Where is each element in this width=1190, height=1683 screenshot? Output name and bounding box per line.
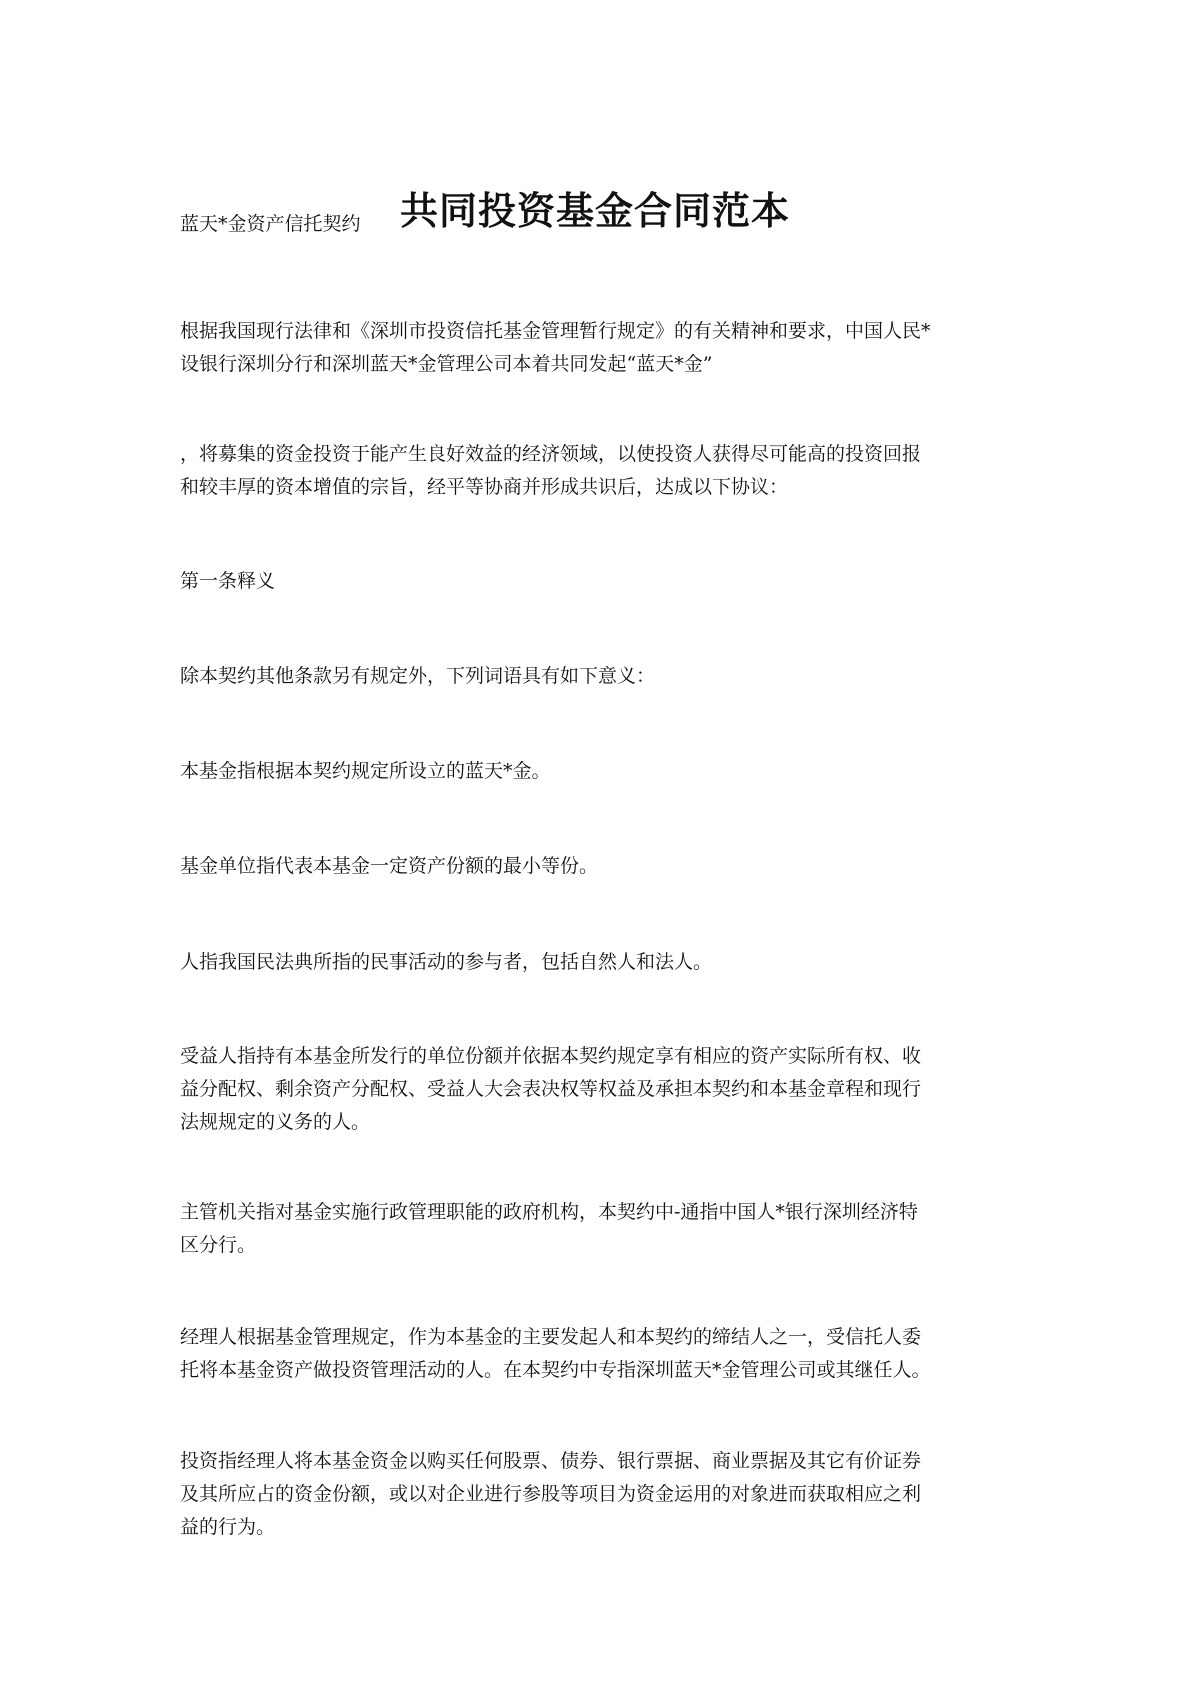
text-line: 益的行为。 <box>180 1516 276 1538</box>
contract-subtitle <box>180 208 1020 241</box>
purpose-paragraph <box>180 438 1020 504</box>
text-line: 除本契约其他条款另有规定外，下列词语具有如下意义： <box>180 665 656 687</box>
text-line: 蓝天*金资产信托契约 <box>180 213 361 235</box>
text-line: ，将募集的资金投资于能产生良好效益的经济领域，以使投资人获得尽可能高的投资回报 <box>180 443 922 465</box>
text-line: 基金单位指代表本基金一定资产份额的最小等份。 <box>180 855 599 877</box>
text-line: 托将本基金资产做投资管理活动的人。在本契约中专指深圳蓝天*金管理公司或其继任人。 <box>180 1359 931 1381</box>
text-line: 及其所应占的资金份额，或以对企业进行参股等项目为资金运用的对象进而获取相应之利 <box>180 1483 922 1505</box>
text-line: 人指我国民法典所指的民事活动的参与者，包括自然人和法人。 <box>180 951 713 973</box>
document-title: 共同投资基金合同范本 <box>399 188 790 234</box>
text-line: 根据我国现行法律和《深圳市投资信托基金管理暂行规定》的有关精神和要求，中国人民* <box>180 320 931 342</box>
definition-beneficiary <box>180 1040 1020 1139</box>
definition-person <box>180 946 1020 979</box>
article-heading <box>180 565 1020 598</box>
text-line: 法规规定的义务的人。 <box>180 1111 371 1133</box>
definition-fund <box>180 755 1020 788</box>
text-line: 经理人根据基金管理规定，作为本基金的主要发起人和本契约的缔结人之一，受信托人委 <box>180 1326 922 1348</box>
text-line: 设银行深圳分行和深圳蓝天*金管理公司本着共同发起“蓝天*金” <box>180 353 713 375</box>
definitions-intro <box>180 660 1020 693</box>
text-line: 益分配权、剩余资产分配权、受益人大会表决权等权益及承担本契约和本基金章程和现行 <box>180 1078 922 1100</box>
preamble-paragraph <box>180 315 1020 381</box>
text-line: 第一条释义 <box>180 570 276 592</box>
definition-authority <box>180 1196 1020 1262</box>
definition-investment <box>180 1445 1020 1544</box>
definition-fund-unit <box>180 850 1020 883</box>
text-line: 受益人指持有本基金所发行的单位份额并依据本契约规定享有相应的资产实际所有权、收 <box>180 1045 922 1067</box>
text-line: 投资指经理人将本基金资金以购买任何股票、债券、银行票据、商业票据及其它有价证券 <box>180 1450 922 1472</box>
definition-manager <box>180 1321 1020 1387</box>
text-line: 和较丰厚的资本增值的宗旨，经平等协商并形成共识后，达成以下协议： <box>180 476 789 498</box>
text-line: 本基金指根据本契约规定所设立的蓝天*金。 <box>180 760 551 782</box>
text-line: 区分行。 <box>180 1234 257 1256</box>
text-line: 主管机关指对基金实施行政管理职能的政府机构，本契约中-通指中国人*银行深圳经济特 <box>180 1201 918 1223</box>
